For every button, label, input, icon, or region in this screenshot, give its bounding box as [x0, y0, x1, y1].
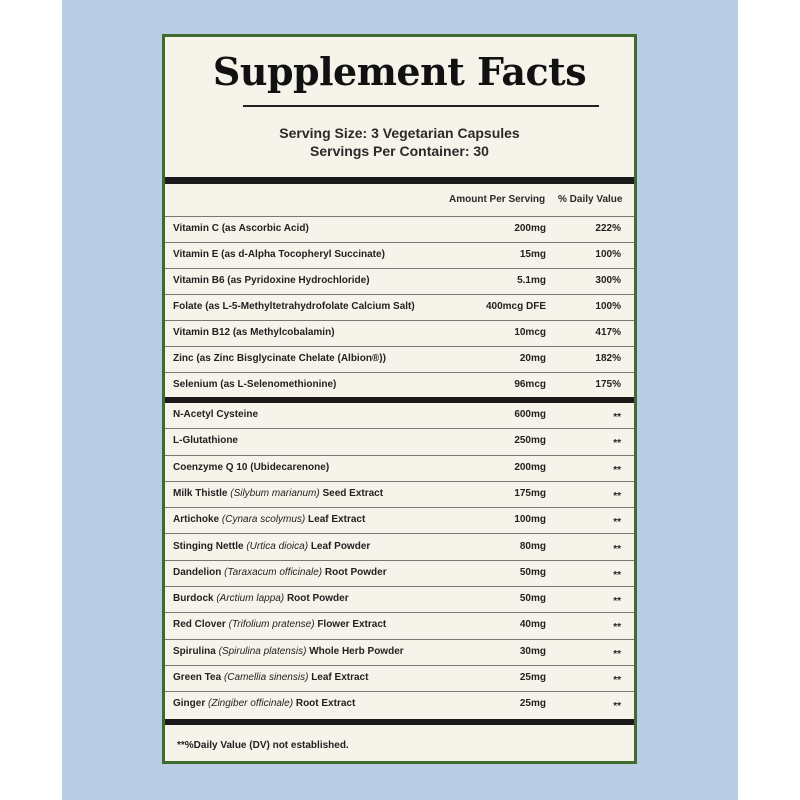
ingredient-name: Folate (as L-5-Methyltetrahydrofolate Calcium Salt) [173, 301, 415, 312]
latin-name: (Camellia sinensis) [223, 672, 309, 683]
latin-name: (Silybum marianum) [230, 487, 320, 499]
table-row [165, 666, 634, 692]
amount-per-serving: 30mg [519, 645, 546, 657]
table-row [165, 587, 634, 613]
amount-per-serving: 50mg [519, 566, 546, 578]
ingredient-name: Zinc (as Zinc Bisglycinate Chelate (Albion®)) [173, 353, 386, 364]
daily-value: ** [613, 622, 621, 634]
table-row [165, 613, 634, 639]
amount-per-serving: 80mg [519, 540, 546, 552]
amount-per-serving: 250mg [514, 435, 546, 447]
daily-value: ** [613, 675, 621, 686]
ingredient-name: Dandelion (Taraxacum officinale) Root Powder [173, 566, 387, 578]
amount-per-serving: 50mg [519, 593, 546, 605]
ingredient-name: Burdock (Arctium lappa) Root Powder [173, 593, 349, 605]
daily-value: ** [613, 596, 621, 608]
daily-value: ** [613, 701, 621, 713]
table-row [165, 692, 634, 718]
label-title: Supplement Facts [212, 49, 587, 94]
ingredient-name: Coenzyme Q 10 (Ubidecarenone) [173, 461, 330, 473]
daily-value: ** [613, 490, 621, 502]
ingredient-name: Stinging Nettle (Urtica dioica) Leaf Powder [173, 540, 371, 552]
table-row [165, 373, 634, 399]
daily-value: ** [613, 517, 621, 529]
footnote: **%Daily Value (DV) not established. [177, 740, 349, 751]
daily-value: ** [613, 569, 621, 581]
amount-per-serving: 5.1mg [517, 275, 546, 286]
daily-value: 417% [595, 327, 621, 338]
ingredient-name: Vitamin B6 (as Pyridoxine Hydrochloride) [173, 275, 370, 286]
ingredient-name: Spirulina (Spirulina platensis) Whole Herb Powder [173, 645, 404, 657]
table-row [165, 561, 634, 587]
table-row [165, 321, 634, 347]
daily-value: ** [613, 464, 621, 476]
supplement-facts-label [162, 34, 637, 764]
ingredient-name: N-Acetyl Cysteine [173, 409, 259, 420]
table-row [165, 429, 634, 455]
title-underline [243, 105, 599, 107]
amount-per-serving: 10mcg [514, 327, 546, 338]
ingredient-name: Vitamin B12 (as Methylcobalamin) [173, 327, 335, 338]
amount-per-serving: 20mg [519, 353, 546, 364]
ingredient-name: Artichoke (Cynara scolymus) Leaf Extract [173, 514, 366, 526]
amount-per-serving: 15mg [519, 249, 546, 260]
amount-per-serving: 200mg [514, 461, 546, 473]
latin-name: (Cynara scolymus) [221, 514, 306, 526]
latin-name: (Taraxacum officinale) [224, 566, 323, 578]
latin-name: (Spirulina platensis) [218, 645, 307, 657]
table-row [165, 347, 634, 373]
daily-value: ** [613, 412, 621, 423]
ingredient-name: Ginger (Zingiber officinale) Root Extract [173, 698, 356, 710]
table-row [165, 403, 634, 429]
footer-thick-rule [165, 719, 634, 725]
latin-name: (Trifolium pratense) [228, 619, 315, 631]
table-row [165, 243, 634, 269]
ingredient-name: Vitamin C (as Ascorbic Acid) [173, 223, 309, 234]
daily-value-header: % Daily Value [558, 194, 623, 205]
daily-value: 100% [595, 301, 621, 312]
daily-value: 300% [595, 275, 621, 286]
latin-name: (Arctium lappa) [216, 593, 285, 605]
daily-value: ** [613, 648, 621, 660]
amount-per-serving: 600mg [514, 409, 546, 420]
table-row [165, 535, 634, 561]
header-thick-rule [165, 177, 634, 184]
daily-value: 182% [595, 353, 621, 364]
amount-per-serving: 25mg [519, 698, 546, 710]
amount-per-serving: 200mg [514, 223, 546, 234]
daily-value: 100% [595, 249, 621, 260]
ingredient-name: Selenium (as L-Selenomethionine) [173, 379, 337, 390]
table-row [165, 269, 634, 295]
ingredient-name: Green Tea (Camellia sinensis) Leaf Extract [173, 672, 369, 683]
amount-per-serving: 100mg [514, 514, 546, 526]
table-row [165, 508, 634, 534]
servings-per-container: Servings Per Container: 30 [310, 143, 489, 159]
latin-name: (Urtica dioica) [246, 540, 309, 552]
daily-value: 175% [595, 379, 621, 390]
table-row [165, 295, 634, 321]
amount-per-serving-header: Amount Per Serving [449, 194, 546, 205]
table-row [165, 456, 634, 482]
daily-value: 222% [595, 223, 621, 234]
daily-value: ** [613, 438, 621, 450]
table-row [165, 640, 634, 666]
ingredient-name: Milk Thistle (Silybum marianum) Seed Extract [173, 487, 384, 499]
daily-value: ** [613, 543, 621, 555]
latin-name: (Zingiber officinale) [208, 698, 294, 710]
table-row [165, 217, 634, 243]
serving-size: Serving Size: 3 Vegetarian Capsules [279, 125, 520, 141]
amount-per-serving: 96mcg [514, 379, 546, 390]
amount-per-serving: 175mg [514, 487, 546, 499]
table-row [165, 482, 634, 508]
amount-per-serving: 400mcg DFE [485, 301, 546, 312]
ingredient-name: Vitamin E (as d-Alpha Tocopheryl Succinate) [173, 249, 385, 260]
ingredient-name: Red Clover (Trifolium pratense) Flower Extract [173, 619, 387, 631]
ingredient-name: L-Glutathione [173, 435, 238, 447]
amount-per-serving: 40mg [519, 619, 546, 631]
amount-per-serving: 25mg [519, 672, 546, 683]
